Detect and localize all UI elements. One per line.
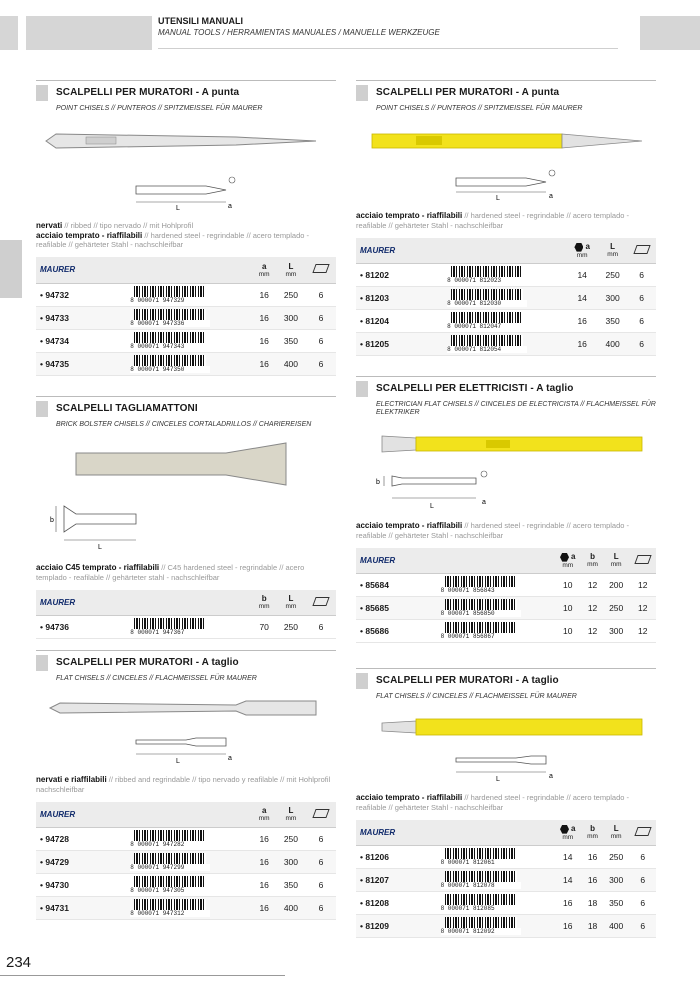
barcode: 8 000071 812030 [447,289,525,307]
barcode: 8 000071 812061 [441,848,519,866]
dimension-drawing [356,748,656,784]
header-divider [158,48,618,49]
barcode: 8 000071 856843 [441,576,519,594]
section-flat-chisels [36,650,336,920]
barcode: 8 000071 856850 [441,599,519,617]
table-row: • 94732 8 000071 947329 16 250 6 [36,283,336,306]
table-row: • 85685 8 000071 856850 10 12 250 12 [356,597,656,620]
spec-note: nervati // ribbed // tipo nervado // mit Hohlprofil acciaio temprato - riaffilabili // hardened steel - regrindable // acero templado - reafilable // gehärteter Stahl - nachschleifbar [36,221,310,250]
dimension-drawing [36,170,336,210]
table-row: • 81208 8 000071 812085 16 18 350 6 [356,892,656,915]
svg-text:L: L [430,503,434,511]
page-number: 234 [6,954,32,971]
section-subtitle: ELECTRICIAN FLAT CHISELS // CINCELES DE ELECTRICISTA // FLACHMEISSEL FÜR ELEKTRIKER [376,401,656,417]
spec-table: MAURER b mm L mm • 94736 8 000071 947367 70 250 6 [36,590,336,640]
barcode: 8 000071 947343 [130,332,208,350]
section-header [356,668,656,690]
hexagon-icon [574,243,583,252]
barcode: 8 000071 812023 [447,266,525,284]
section-brick-bolster [36,396,336,639]
dimension-drawing [356,166,656,200]
table-row: • 81206 8 000071 812061 14 16 250 6 [356,846,656,869]
dimension-drawing [36,730,336,766]
table-row: • 81202 8 000071 812023 14 250 6 [356,264,656,287]
barcode: 8 000071 812078 [441,871,519,889]
box-icon [630,548,656,574]
page-title: UTENSILI MANUALI [158,16,243,26]
brand-logo: MAURER [36,802,86,828]
barcode: 8 000071 947329 [130,286,208,304]
page-tab-left-wide [26,16,152,50]
section-header [36,396,336,418]
spec-table: MAURER a mm L mm • 94728 8 000071 947282 16 250 6 • 94729 8 000071 947299 16 300 6 • 94730 8 000071 947305 16 350 6 • 94731 8 000071 947312 16 400 6 [36,802,336,921]
box-icon [306,802,336,828]
barcode: 8 000071 812085 [441,894,519,912]
table-row: • 94731 8 000071 947312 16 400 6 [36,897,336,920]
section-point-chisels [36,80,336,376]
table-row: • 94728 8 000071 947282 16 250 6 [36,828,336,851]
section-header [36,650,336,672]
section-subtitle: FLAT CHISELS // CINCELES // FLACHMEISSEL FÜR MAURER [56,675,257,682]
table-row: • 94730 8 000071 947305 16 350 6 [36,874,336,897]
table-row: • 94733 8 000071 947336 16 300 6 [36,306,336,329]
table-row: • 94736 8 000071 947367 70 250 6 [36,616,336,639]
section-title: SCALPELLI PER MURATORI - A taglio [56,657,239,668]
barcode: 8 000071 812047 [447,312,525,330]
barcode: 8 000071 856867 [441,622,519,640]
dimension-drawing [36,494,336,554]
tool-image [356,425,656,463]
section-subtitle: BRICK BOLSTER CHISELS // CINCELES CORTALADRILLOS // CHARIEREISEN [56,421,312,428]
page-tab-right [640,16,700,50]
tool-image [356,121,656,161]
section-point-chisels-yellow [356,80,656,356]
svg-text:a: a [549,773,553,781]
svg-text:a: a [549,193,553,201]
svg-text:L: L [176,758,180,766]
section-title: SCALPELLI PER MURATORI - A taglio [376,675,559,686]
svg-text:a: a [482,499,486,507]
section-header [36,80,336,102]
spec-note: acciaio temprato - riaffilabili // hardened steel - regrindable // acero templado - reafilable // gehärteter Stahl - nachschleifbar [356,793,630,812]
spec-table: MAURER a mm b mm L mm • 85684 8 000071 856843 10 12 200 12 • 85685 8 000071 856850 10 12 250 12 • 85686 8 000071 856867 10 12 300 12 [356,548,656,644]
table-row: • 85686 8 000071 856867 10 12 300 12 [356,620,656,643]
section-subtitle: POINT CHISELS // PUNTEROS // SPITZMEISSEL FÜR MAURER [376,105,583,112]
box-icon [630,820,656,846]
barcode: 8 000071 947336 [130,309,208,327]
spec-note: acciaio temprato - riaffilabili // hardened steel - regrindable // acero templado - reafilable // gehärteter Stahl - nachschleifbar [356,521,630,540]
col-a: a mm [253,257,276,283]
section-header [356,376,656,398]
brand-logo: MAURER [36,257,86,283]
svg-text:b: b [50,517,54,525]
dimension-drawing [356,468,656,512]
svg-text:L: L [496,776,500,784]
footer-divider [0,975,285,976]
barcode: 8 000071 947305 [130,876,208,894]
barcode: 8 000071 947282 [130,830,208,848]
spec-note: acciaio C45 temprato - riaffilabili // C45 hardened steel - regrindable // acero templado - reafilable // gehärteter stahl - nachschleifbar [36,563,305,582]
brand-logo: MAURER [356,238,406,264]
side-tab [0,240,22,298]
section-title: SCALPELLI PER ELETTRICISTI - A taglio [376,383,574,394]
box-icon [306,590,336,616]
section-flat-chisels-yellow [356,668,656,938]
spec-table [36,257,336,376]
table-row: • 81209 8 000071 812092 16 18 400 6 [356,915,656,938]
hexagon-icon [560,553,569,562]
table-row: • 81207 8 000071 812078 14 16 300 6 [356,869,656,892]
section-title: SCALPELLI PER MURATORI - A punta [56,87,240,98]
barcode: 8 000071 947299 [130,853,208,871]
section-title: SCALPELLI PER MURATORI - A punta [376,87,560,98]
tool-image [36,121,336,161]
barcode: 8 000071 812054 [447,335,525,353]
svg-text:b: b [376,479,380,487]
barcode: 8 000071 947350 [130,355,208,373]
table-row: • 94735 8 000071 947350 16 400 6 [36,352,336,375]
col-L: L mm [276,257,306,283]
page-tab-left [0,16,18,50]
dim-L-label: L [176,205,180,211]
svg-text:L: L [496,195,500,201]
section-header [356,80,656,102]
section-electrician-chisels [356,376,656,643]
tool-image [36,439,336,489]
table-row: • 94729 8 000071 947299 16 300 6 [36,851,336,874]
svg-text:L: L [98,544,102,552]
tool-image [36,691,336,725]
section-subtitle: FLAT CHISELS // CINCELES // FLACHMEISSEL FÜR MAURER [376,693,577,700]
box-icon [627,238,656,264]
dim-a-label: a [228,203,232,211]
barcode: 8 000071 947312 [130,899,208,917]
spec-note: nervati e riaffilabili // ribbed and regrindable // tipo nervado y reafilable // mit Hohlprofil nachschleifbar [36,775,331,794]
table-row: • 85684 8 000071 856843 10 12 200 12 [356,574,656,597]
table-row: • 94734 8 000071 947343 16 350 6 [36,329,336,352]
section-subtitle: POINT CHISELS // PUNTEROS // SPITZMEISSEL FÜR MAURER [56,105,263,112]
section-title: SCALPELLI TAGLIAMATTONI [56,403,198,414]
table-row: • 81204 8 000071 812047 16 350 6 [356,310,656,333]
spec-table: MAURER a mm L mm • 81202 8 000071 812023 14 250 6 • 81203 8 000071 812030 14 300 6 • 81204 8 000071 812047 16 350 6 • 81205 8 000071 812054 16 400 6 [356,238,656,357]
brand-logo: MAURER [36,590,86,616]
barcode: 8 000071 812092 [441,917,519,935]
brand-logo: MAURER [356,548,406,574]
table-row: • 81203 8 000071 812030 14 300 6 [356,287,656,310]
brand-logo: MAURER [356,820,406,846]
barcode: 8 000071 947367 [130,618,208,636]
spec-note: acciaio temprato - riaffilabili // hardened steel - regrindable // acero templado - reafilable // gehärteter Stahl - nachschleifbar [356,211,630,230]
tool-image [356,709,656,743]
table-row: • 81205 8 000071 812054 16 400 6 [356,333,656,356]
page-subtitle: MANUAL TOOLS / HERRAMIENTAS MANUALES / MANUELLE WERKZEUGE [158,28,440,37]
svg-text:a: a [228,755,232,763]
spec-table: MAURER a mm b mm L mm • 81206 8 000071 812061 14 16 250 6 • 81207 8 000071 812078 14 16 300 6 • 81208 8 000071 812085 16 18 350 6 • 81209 8 000071 812092 16 18 400 6 [356,820,656,939]
box-icon [306,257,336,283]
hexagon-icon [560,825,569,834]
